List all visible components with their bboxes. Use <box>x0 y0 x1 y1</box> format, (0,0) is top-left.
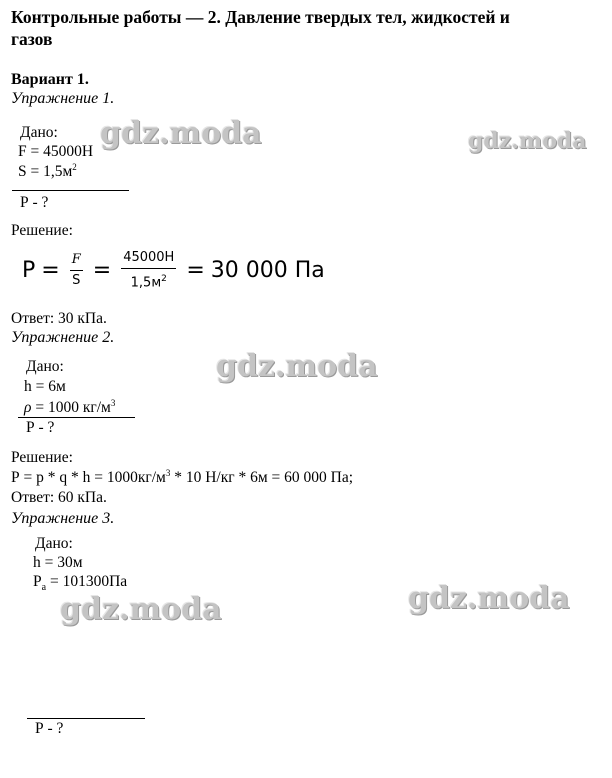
formula-fraction-2 <box>121 250 176 291</box>
fraction-2-denominator: $1,5м^2$ <box>130 274 167 291</box>
ex3-given-height: h = 30м <box>33 554 83 571</box>
fraction-2-numerator: 45000Н <box>121 250 176 269</box>
ex3-find: Р - ? <box>35 720 64 737</box>
ex3-given-label: Дано: <box>35 535 73 552</box>
ex2-calculation: $Р = р * q * h = 1000кг/м^3 * 10$ Н/кг * 6м = 60 000 Па; <box>11 468 354 487</box>
ex1-find: Р - ? <box>20 194 49 211</box>
ex3-given-pressure: $P_a = 101300Па$ <box>33 573 128 594</box>
ex1-answer: Ответ: 30 кПа. <box>11 310 107 327</box>
ex3-divider <box>27 718 145 719</box>
ex2-find: Р - ? <box>26 419 55 436</box>
watermark-5: gdz.moda <box>408 581 570 616</box>
fraction-1-numerator: F <box>70 252 83 271</box>
ex2-given-height: h = 6м <box>24 378 66 395</box>
exercise-2-heading: Упражнение 2. <box>11 329 115 346</box>
formula-lhs: P <box>22 258 36 284</box>
exercise-1-heading: Упражнение 1. <box>11 90 115 107</box>
ex1-divider <box>12 190 129 191</box>
formula-equals-2: = <box>92 258 112 284</box>
formula-equals-1: = <box>41 258 60 284</box>
title-line-1: Контрольные работы — 2. Давление твердых тел, жидкостей и <box>11 7 510 27</box>
ex2-solution-label: Решение: <box>11 449 73 466</box>
ex2-given-density: ρ = 1000 $кг/м^3$ <box>24 398 116 417</box>
page-title <box>11 6 510 50</box>
formula-fraction-1 <box>70 252 83 289</box>
ex2-divider <box>18 417 135 418</box>
watermark-3: gdz.moda <box>216 349 378 384</box>
exercise-3-heading: Упражнение 3. <box>11 510 115 527</box>
ex1-formula <box>22 250 325 291</box>
ex1-given-area: $S = 1,5м^2$ <box>18 162 77 181</box>
watermark-2: gdz.moda <box>468 128 587 154</box>
watermark-4: gdz.moda <box>60 592 222 627</box>
ex2-given-label: Дано: <box>26 358 64 375</box>
ex1-given-label: Дано: <box>20 124 58 141</box>
title-line-2: газов <box>11 29 53 49</box>
ex1-solution-label: Решение: <box>11 222 73 239</box>
fraction-1-denominator: S <box>72 273 81 289</box>
formula-result: 30 000 Па <box>210 258 325 284</box>
variant-heading: Вариант 1. <box>11 71 89 88</box>
formula-equals-3: = <box>186 258 205 284</box>
ex1-given-force: F = 45000Н <box>18 143 94 160</box>
watermark-1: gdz.moda <box>100 116 262 151</box>
ex2-answer: Ответ: 60 кПа. <box>11 489 107 506</box>
